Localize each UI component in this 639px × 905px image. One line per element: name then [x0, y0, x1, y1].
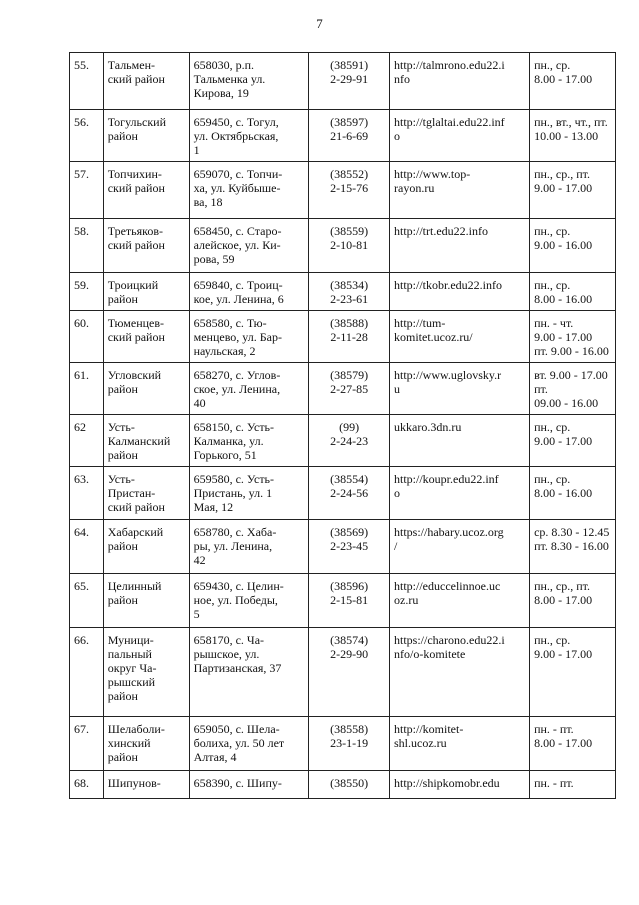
- office-hours-line: пт. 9.00 - 16.00: [534, 344, 609, 358]
- website-cell: [390, 520, 530, 574]
- address-line: 658580, с. Тю-: [193, 316, 267, 330]
- office-hours-line: пн., ср., пт.: [534, 579, 591, 593]
- phone-line: (38552): [330, 167, 369, 181]
- address-cell: [189, 219, 309, 273]
- district-name-line: ский район: [107, 238, 165, 252]
- website-cell: [390, 363, 530, 415]
- website-line[interactable]: http://komitet-: [394, 722, 464, 736]
- office-hours-line: 09.00 - 16.00: [534, 396, 599, 410]
- office-hours-line: пн., ср.: [534, 224, 571, 238]
- table-row: [70, 574, 616, 628]
- website-cell: [390, 628, 530, 717]
- table-row: [70, 53, 616, 110]
- district-name-cell: [103, 628, 189, 717]
- table-row: [70, 520, 616, 574]
- website-line[interactable]: o: [394, 129, 400, 143]
- address-line: ры, ул. Ленина,: [193, 539, 273, 553]
- office-hours-cell: [530, 771, 616, 799]
- row-number-cell: 60.: [70, 311, 104, 363]
- website-line[interactable]: ukkaro.3dn.ru: [394, 420, 462, 434]
- district-name-cell: [103, 771, 189, 799]
- district-name-line: рышский: [107, 675, 156, 689]
- row-number-cell: 63.: [70, 467, 104, 520]
- page-number: 7: [316, 16, 323, 31]
- office-hours-line: 8.00 - 17.00: [534, 72, 593, 86]
- website-cell: [390, 574, 530, 628]
- phone-line: (38554): [330, 472, 369, 486]
- phone-line: (38597): [330, 115, 369, 129]
- phone-cell: [309, 219, 390, 273]
- address-line: кое, ул. Ленина, 6: [193, 292, 284, 306]
- district-name-line: район: [107, 292, 138, 306]
- website-cell: [390, 717, 530, 771]
- phone-cell: [309, 363, 390, 415]
- phone-line: (38558): [330, 722, 369, 736]
- table-row: [70, 717, 616, 771]
- district-name-line: Муници-: [107, 633, 154, 647]
- district-name-line: район: [107, 382, 138, 396]
- phone-line: 2-23-61: [330, 292, 369, 306]
- website-line[interactable]: oz.ru: [394, 593, 419, 607]
- phone-line: 2-23-45: [330, 539, 369, 553]
- district-name-line: ский район: [107, 72, 165, 86]
- table-row: [70, 628, 616, 717]
- address-cell: [189, 717, 309, 771]
- district-name-cell: [103, 415, 189, 467]
- table-row: [70, 467, 616, 520]
- website-line[interactable]: http://talmrono.edu22.i: [394, 58, 505, 72]
- table-row: [70, 363, 616, 415]
- district-name-line: Тюменцев-: [107, 316, 165, 330]
- website-line[interactable]: komitet.ucoz.ru/: [394, 330, 473, 344]
- address-line: 659430, с. Целин-: [193, 579, 284, 593]
- website-line[interactable]: http://koupr.edu22.inf: [394, 472, 499, 486]
- website-cell: [390, 219, 530, 273]
- website-line[interactable]: http://tkobr.edu22.info: [394, 278, 502, 292]
- address-cell: [189, 628, 309, 717]
- website-line[interactable]: /: [394, 539, 398, 553]
- district-name-cell: [103, 363, 189, 415]
- address-line: ное, ул. Победы,: [193, 593, 278, 607]
- district-name-line: Угловский: [107, 368, 162, 382]
- office-hours-line: 9.00 - 17.00: [534, 181, 593, 195]
- address-cell: [189, 363, 309, 415]
- office-hours-cell: [530, 53, 616, 110]
- address-line: Пристань, ул. 1: [193, 486, 273, 500]
- phone-cell: [309, 53, 390, 110]
- office-hours-cell: [530, 415, 616, 467]
- office-hours-cell: [530, 520, 616, 574]
- office-hours-cell: [530, 717, 616, 771]
- address-line: 659840, с. Троиц-: [193, 278, 283, 292]
- website-line[interactable]: http://tum-: [394, 316, 446, 330]
- address-line: рова, 59: [193, 252, 235, 266]
- office-hours-line: 8.00 - 17.00: [534, 593, 593, 607]
- office-hours-line: пн., ср.: [534, 420, 571, 434]
- address-line: рышское, ул.: [193, 647, 260, 661]
- district-name-cell: [103, 110, 189, 162]
- office-hours-cell: [530, 110, 616, 162]
- district-name-line: Топчихин-: [107, 167, 162, 181]
- district-name-line: Шипунов-: [107, 776, 161, 790]
- office-hours-line: пн., ср.: [534, 58, 571, 72]
- address-line: 658270, с. Углов-: [193, 368, 281, 382]
- phone-line: (38559): [330, 224, 369, 238]
- table-row: [70, 311, 616, 363]
- address-line: ха, ул. Куйбыше-: [193, 181, 281, 195]
- phone-line: (99): [339, 420, 360, 434]
- district-name-line: район: [107, 448, 138, 462]
- office-hours-line: пн. - пт.: [534, 722, 574, 736]
- address-cell: [189, 53, 309, 110]
- office-hours-line: 10.00 - 13.00: [534, 129, 599, 143]
- website-line[interactable]: shl.ucoz.ru: [394, 736, 447, 750]
- address-line: 658030, р.п.: [193, 58, 255, 72]
- website-cell: [390, 273, 530, 311]
- website-cell: [390, 53, 530, 110]
- office-hours-line: 8.00 - 16.00: [534, 486, 593, 500]
- address-line: 658150, с. Усть-: [193, 420, 275, 434]
- office-hours-line: 9.00 - 17.00: [534, 647, 593, 661]
- phone-line: (38596): [330, 579, 369, 593]
- district-name-line: пальный: [107, 647, 152, 661]
- website-cell: [390, 311, 530, 363]
- office-hours-line: пн. - пт.: [534, 776, 574, 790]
- website-line[interactable]: http://shipkomobr.edu: [394, 776, 500, 790]
- website-line[interactable]: nfo: [394, 72, 410, 86]
- row-number-cell: 59.: [70, 273, 104, 311]
- address-line: Алтая, 4: [193, 750, 237, 764]
- phone-line: 23-1-19: [330, 736, 369, 750]
- phone-cell: [309, 771, 390, 799]
- row-number-cell: 66.: [70, 628, 104, 717]
- address-line: Горького, 51: [193, 448, 257, 462]
- phone-line: 2-11-28: [330, 330, 368, 344]
- district-name-line: Пристан-: [107, 486, 156, 500]
- office-hours-line: вт. 9.00 - 17.00: [534, 368, 608, 382]
- office-hours-line: 9.00 - 16.00: [534, 238, 593, 252]
- phone-line: 2-29-91: [330, 72, 369, 86]
- district-name-line: Тогульский: [107, 115, 167, 129]
- phone-line: (38588): [330, 316, 369, 330]
- district-name-cell: [103, 467, 189, 520]
- row-number-cell: 55.: [70, 53, 104, 110]
- address-cell: [189, 110, 309, 162]
- address-cell: [189, 311, 309, 363]
- website-line[interactable]: http://educcelinnoe.uc: [394, 579, 501, 593]
- office-hours-cell: [530, 574, 616, 628]
- website-cell: [390, 162, 530, 219]
- office-hours-cell: [530, 363, 616, 415]
- office-hours-line: ср. 8.30 - 12.45: [534, 525, 610, 539]
- website-line[interactable]: http://www.top-: [394, 167, 471, 181]
- phone-line: (38591): [330, 58, 369, 72]
- address-line: Тальменка ул.: [193, 72, 266, 86]
- phone-line: (38579): [330, 368, 369, 382]
- address-line: наульская, 2: [193, 344, 256, 358]
- table-row: [70, 273, 616, 311]
- phone-line: 21-6-69: [330, 129, 369, 143]
- website-line[interactable]: rayon.ru: [394, 181, 435, 195]
- district-name-line: Третьяков-: [107, 224, 164, 238]
- table-row: [70, 771, 616, 799]
- district-name-cell: [103, 717, 189, 771]
- table-row: [70, 415, 616, 467]
- district-name-line: Калманский: [107, 434, 171, 448]
- phone-line: (38569): [330, 525, 369, 539]
- phone-cell: [309, 162, 390, 219]
- office-hours-line: пн., вт., чт., пт.: [534, 115, 608, 129]
- phone-cell: [309, 415, 390, 467]
- website-cell: [390, 110, 530, 162]
- website-cell: [390, 415, 530, 467]
- district-name-line: ский район: [107, 330, 165, 344]
- phone-line: (38534): [330, 278, 369, 292]
- row-number-cell: 56.: [70, 110, 104, 162]
- address-line: 658450, с. Старо-: [193, 224, 282, 238]
- address-line: 1: [193, 143, 200, 157]
- office-hours-line: 9.00 - 17.00: [534, 330, 593, 344]
- district-name-line: хинский: [107, 736, 151, 750]
- district-name-cell: [103, 219, 189, 273]
- row-number-cell: 68.: [70, 771, 104, 799]
- office-hours-line: 8.00 - 16.00: [534, 292, 593, 306]
- district-name-line: район: [107, 593, 138, 607]
- office-hours-line: пт. 8.30 - 16.00: [534, 539, 609, 553]
- district-name-cell: [103, 273, 189, 311]
- district-name-cell: [103, 574, 189, 628]
- table-row: [70, 110, 616, 162]
- website-line[interactable]: o: [394, 486, 400, 500]
- website-cell: [390, 467, 530, 520]
- address-line: ул. Октябрьская,: [193, 129, 279, 143]
- phone-line: 2-29-90: [330, 647, 369, 661]
- office-hours-line: пн., ср.: [534, 633, 571, 647]
- office-hours-cell: [530, 162, 616, 219]
- row-number-cell: 65.: [70, 574, 104, 628]
- address-cell: [189, 273, 309, 311]
- phone-line: 2-15-76: [330, 181, 369, 195]
- website-line[interactable]: http://www.uglovsky.r: [394, 368, 502, 382]
- address-line: Партизанская, 37: [193, 661, 282, 675]
- district-name-line: район: [107, 539, 138, 553]
- district-contacts-table: [69, 52, 616, 799]
- district-name-line: Целинный: [107, 579, 162, 593]
- website-line[interactable]: http://trt.edu22.info: [394, 224, 488, 238]
- address-cell: [189, 467, 309, 520]
- district-name-line: район: [107, 750, 138, 764]
- office-hours-line: 9.00 - 17.00: [534, 434, 593, 448]
- row-number-cell: 67.: [70, 717, 104, 771]
- phone-cell: [309, 311, 390, 363]
- phone-cell: [309, 110, 390, 162]
- phone-cell: [309, 717, 390, 771]
- district-name-line: Тальмен-: [107, 58, 155, 72]
- row-number-cell: 58.: [70, 219, 104, 273]
- address-cell: [189, 520, 309, 574]
- address-line: Мая, 12: [193, 500, 234, 514]
- phone-line: 2-10-81: [330, 238, 369, 252]
- office-hours-line: пт.: [534, 382, 548, 396]
- address-line: 5: [193, 607, 200, 621]
- phone-line: 2-24-23: [330, 434, 369, 448]
- address-line: 658170, с. Ча-: [193, 633, 265, 647]
- office-hours-cell: [530, 467, 616, 520]
- address-cell: [189, 574, 309, 628]
- office-hours-cell: [530, 628, 616, 717]
- office-hours-cell: [530, 311, 616, 363]
- website-line[interactable]: https://charono.edu22.i: [394, 633, 505, 647]
- address-line: 659070, с. Топчи-: [193, 167, 283, 181]
- row-number-cell: 62: [70, 415, 104, 467]
- address-line: 659050, с. Шела-: [193, 722, 280, 736]
- address-cell: [189, 771, 309, 799]
- district-name-line: Шелаболи-: [107, 722, 165, 736]
- phone-cell: [309, 628, 390, 717]
- office-hours-line: 8.00 - 17.00: [534, 736, 593, 750]
- address-line: ва, 18: [193, 195, 223, 209]
- table-row: [70, 162, 616, 219]
- address-line: 658780, с. Хаба-: [193, 525, 277, 539]
- address-line: 659580, с. Усть-: [193, 472, 275, 486]
- phone-line: (38574): [330, 633, 369, 647]
- office-hours-line: пн., ср.: [534, 472, 571, 486]
- district-name-line: ский район: [107, 181, 165, 195]
- office-hours-line: пн., ср., пт.: [534, 167, 591, 181]
- office-hours-line: пн. - чт.: [534, 316, 574, 330]
- address-line: алейское, ул. Ки-: [193, 238, 281, 252]
- phone-cell: [309, 273, 390, 311]
- website-cell: [390, 771, 530, 799]
- website-line[interactable]: nfo/o-komitete: [394, 647, 466, 661]
- address-line: 658390, с. Шипу-: [193, 776, 282, 790]
- district-name-line: Усть-: [107, 472, 135, 486]
- district-name-cell: [103, 53, 189, 110]
- address-line: болиха, ул. 50 лет: [193, 736, 285, 750]
- phone-cell: [309, 520, 390, 574]
- address-line: 42: [193, 553, 206, 567]
- address-line: 40: [193, 396, 206, 410]
- address-line: ское, ул. Ленина,: [193, 382, 281, 396]
- address-cell: [189, 415, 309, 467]
- district-name-line: Хабарский: [107, 525, 164, 539]
- district-name-cell: [103, 311, 189, 363]
- office-hours-cell: [530, 273, 616, 311]
- district-name-line: Усть-: [107, 420, 135, 434]
- district-name-line: ский район: [107, 500, 165, 514]
- row-number-cell: 64.: [70, 520, 104, 574]
- district-name-line: район: [107, 129, 138, 143]
- address-line: Кирова, 19: [193, 86, 249, 100]
- table-body: [70, 53, 616, 799]
- phone-line: 2-15-81: [330, 593, 369, 607]
- phone-line: 2-24-56: [330, 486, 369, 500]
- office-hours-line: пн., ср.: [534, 278, 571, 292]
- website-line[interactable]: u: [394, 382, 400, 396]
- district-name-cell: [103, 162, 189, 219]
- table-row: [70, 219, 616, 273]
- district-name-line: округ Ча-: [107, 661, 157, 675]
- address-line: Калманка, ул.: [193, 434, 264, 448]
- office-hours-cell: [530, 219, 616, 273]
- phone-cell: [309, 574, 390, 628]
- phone-line: 2-27-85: [330, 382, 369, 396]
- website-line[interactable]: https://habary.ucoz.org: [394, 525, 504, 539]
- district-name-cell: [103, 520, 189, 574]
- district-name-line: Троицкий: [107, 278, 159, 292]
- phone-cell: [309, 467, 390, 520]
- address-line: менцево, ул. Бар-: [193, 330, 282, 344]
- website-line[interactable]: http://tglaltai.edu22.inf: [394, 115, 505, 129]
- row-number-cell: 57.: [70, 162, 104, 219]
- phone-line: (38550): [330, 776, 369, 790]
- address-line: 659450, с. Тогул,: [193, 115, 279, 129]
- address-cell: [189, 162, 309, 219]
- row-number-cell: 61.: [70, 363, 104, 415]
- district-name-line: район: [107, 689, 138, 703]
